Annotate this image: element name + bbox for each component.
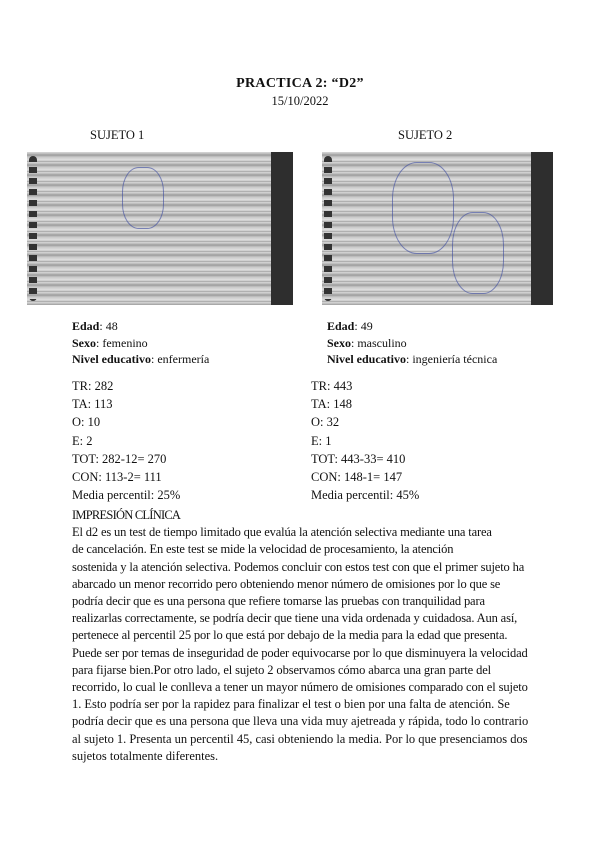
edad-value: : 49 [354,319,373,333]
paragraph-line: El d2 es un test de tiempo limitado que evalúa la atención selectiva mediante una tarea [72,525,492,540]
edad-label: Edad [72,319,100,333]
stat-o: O: 32 [311,415,340,430]
stat-percentil: Media percentil: 45% [311,488,420,503]
stat-tot: TOT: 282-12= 270 [72,451,167,466]
nivel-label: Nivel educativo [72,352,151,366]
stat-tr: TR: 443 [311,379,353,393]
paragraph-line: abarcado un menor recorrido pero obteniendo menor número de omisiones por lo que se [72,576,501,591]
document-date: 15/10/2022 [271,94,329,108]
stat-tot: TOT: 443-33= 410 [311,451,406,466]
stat-e: E: 1 [311,433,332,448]
stat-ta: TA: 113 [72,397,113,412]
sexo-value: : femenino [96,335,148,350]
subject-1-info [72,318,209,368]
paragraph-line: sostenida y la atención selectiva. Podemos concluir con estos test con que el primer sujeto ha [72,559,525,574]
subject-1-stats [72,377,180,504]
subject-2-stats [311,377,419,504]
subject-2-info [327,318,497,368]
paragraph-line: podría decir que es una persona que refiere tomarse las pruebas con tranquilidad para [72,594,485,609]
sexo-value: : masculino [351,335,407,350]
paragraph-line: de cancelación. En este test se mide la velocidad de procesamiento, la atención [72,542,454,557]
subject-1-test-sheet-photo [27,152,293,305]
paragraph-line: realizarlas correctamente, se podría decir que tiene una vida ordenada y cuidadosa. Aun así, [72,611,518,626]
edad-label: Edad [327,319,355,333]
paragraph-line: 1. Esto podría ser por la rapidez para finalizar el test o bien por una falta de atención. Se [72,697,510,712]
edad-value: : 48 [99,319,118,333]
paragraph-line: podría decir que es una persona que lleva una vida muy ajetreada y rápida, todo lo contrario [72,714,529,729]
stat-con: CON: 148-1= 147 [311,470,403,485]
paragraph-line: Puede ser por temas de inseguridad de poder equivocarse por lo que disminuyera la velocidad [72,645,528,660]
paragraph-line: para fijarse bien.Por otro lado, el sujeto 2 observamos cómo abarca una gran parte del [72,662,492,677]
paragraph-line: recorrido, lo cual le conlleva a tener un mayor número de omisiones comparado con el sujeto [72,680,528,695]
nivel-value: : ingeniería técnica [406,352,498,366]
paragraph-line: al sujeto 1. Presenta un percentil 45, casi obteniendo la media. Por lo que presenciamos dos [72,731,528,746]
stat-o: O: 10 [72,415,101,430]
sexo-label: Sexo [327,335,351,350]
subject-2-test-sheet-photo [322,152,553,305]
stat-tr: TR: 282 [72,379,114,393]
paragraph-line: sujetos totalmente diferentes. [72,748,219,763]
section-heading: IMPRESIÓN CLÍNICA [72,508,181,522]
stat-ta: TA: 148 [311,397,353,412]
stat-con: CON: 113-2= 111 [72,470,162,485]
subject-2-heading: SUJETO 2 [398,128,453,142]
nivel-label: Nivel educativo [327,352,406,366]
paragraph-line: pertenece al percentil 25 por lo que está por debajo de la media para la edad que presenta. [72,628,508,643]
sexo-label: Sexo [72,335,96,350]
stat-e: E: 2 [72,433,93,448]
nivel-value: : enfermería [151,352,210,366]
clinical-impression [72,507,528,765]
document-title: PRACTICA 2: “D2” [236,76,364,91]
subject-1-heading: SUJETO 1 [90,128,145,142]
stat-percentil: Media percentil: 25% [72,488,181,503]
